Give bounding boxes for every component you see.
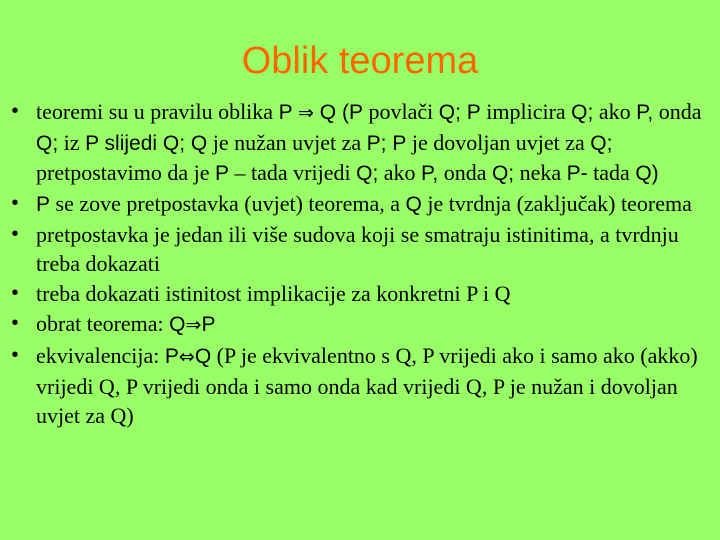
bullet-text: je tvrdnja (zaključak) teorema bbox=[421, 191, 692, 216]
bullet-item bbox=[8, 309, 708, 340]
bullet-text: Q; bbox=[491, 162, 515, 185]
bullet-list bbox=[8, 97, 708, 431]
bullet-text: ekvivalencija: bbox=[36, 343, 165, 368]
bullet-text: implicira bbox=[480, 99, 572, 124]
bullet-text: P bbox=[164, 345, 179, 368]
logic-symbol: ⇒ bbox=[185, 314, 202, 336]
bullet-text: se zove pretpostavka (uvjet) teorema, a bbox=[50, 191, 406, 216]
bullet-text: pretpostavka je jedan ili više sudova koji se smatraju istinitima, a tvrdnju treba dokazati bbox=[36, 222, 679, 276]
bullet-text: je dovoljan uvjet za bbox=[406, 130, 591, 155]
bullet-text: (P je ekvivalentno s Q, P vrijedi ako i samo ako (akko) vrijedi Q, P vrijedi onda i samo onda kad vrijedi Q, P je nužan i dovoljan uvjet za Q) bbox=[36, 343, 698, 428]
bullet-text: P slijedi Q; Q bbox=[85, 132, 208, 155]
bullet-text: Q; bbox=[590, 132, 613, 155]
bullet-marker: • bbox=[11, 344, 19, 366]
bullet-text: povlači bbox=[362, 99, 439, 124]
bullet-text: P bbox=[278, 101, 299, 124]
bullet-text: P bbox=[36, 193, 51, 216]
bullet-text: neka bbox=[514, 160, 567, 185]
bullet-marker: • bbox=[11, 282, 19, 304]
bullet-text: Q; bbox=[571, 101, 594, 124]
bullet-item bbox=[8, 341, 708, 430]
bullet-text: – tada vrijedi bbox=[229, 160, 357, 185]
logic-symbol: ⇔ bbox=[178, 346, 195, 368]
bullet-text: ako bbox=[593, 99, 637, 124]
bullet-text: P, bbox=[421, 162, 439, 185]
bullet-text: P; P bbox=[366, 132, 407, 155]
bullet-text: onda bbox=[653, 99, 702, 124]
bullet-marker: • bbox=[11, 223, 19, 245]
bullet-item bbox=[8, 220, 708, 278]
logic-symbol: ⇒ bbox=[298, 102, 314, 124]
bullet-text: P bbox=[215, 162, 230, 185]
bullet-marker: • bbox=[11, 192, 19, 214]
bullet-text: Q; P bbox=[438, 101, 481, 124]
bullet-text: teoremi su u pravilu oblika bbox=[36, 99, 279, 124]
bullet-text: P- bbox=[566, 162, 588, 185]
bullet-text: iz bbox=[58, 130, 86, 155]
bullet-text: Q; bbox=[356, 162, 379, 185]
bullet-item bbox=[8, 189, 708, 219]
slide-title: Oblik teorema bbox=[241, 40, 479, 82]
bullet-text: pretpostavimo da je bbox=[36, 160, 216, 185]
bullet-text: P bbox=[201, 313, 216, 336]
bullet-text: Q (P bbox=[313, 101, 363, 124]
bullet-item bbox=[8, 97, 708, 188]
bullet-marker: • bbox=[11, 312, 19, 334]
bullet-text: Q) bbox=[635, 162, 659, 185]
bullet-item bbox=[8, 279, 708, 308]
bullet-text: tada bbox=[587, 160, 636, 185]
bullet-text: treba dokazati istinitost implikacije za konkretni P i Q bbox=[36, 281, 511, 306]
bullet-text: Q bbox=[194, 345, 212, 368]
bullet-marker: • bbox=[11, 100, 19, 122]
bullet-text: P, bbox=[636, 101, 654, 124]
bullet-text: ako bbox=[378, 160, 422, 185]
bullet-text: onda bbox=[438, 160, 492, 185]
bullet-text: Q; bbox=[36, 132, 59, 155]
bullet-text: je nužan uvjet za bbox=[207, 130, 367, 155]
bullet-text: Q bbox=[169, 313, 186, 336]
bullet-text: Q bbox=[405, 193, 422, 216]
bullet-text: obrat teorema: bbox=[36, 311, 170, 336]
